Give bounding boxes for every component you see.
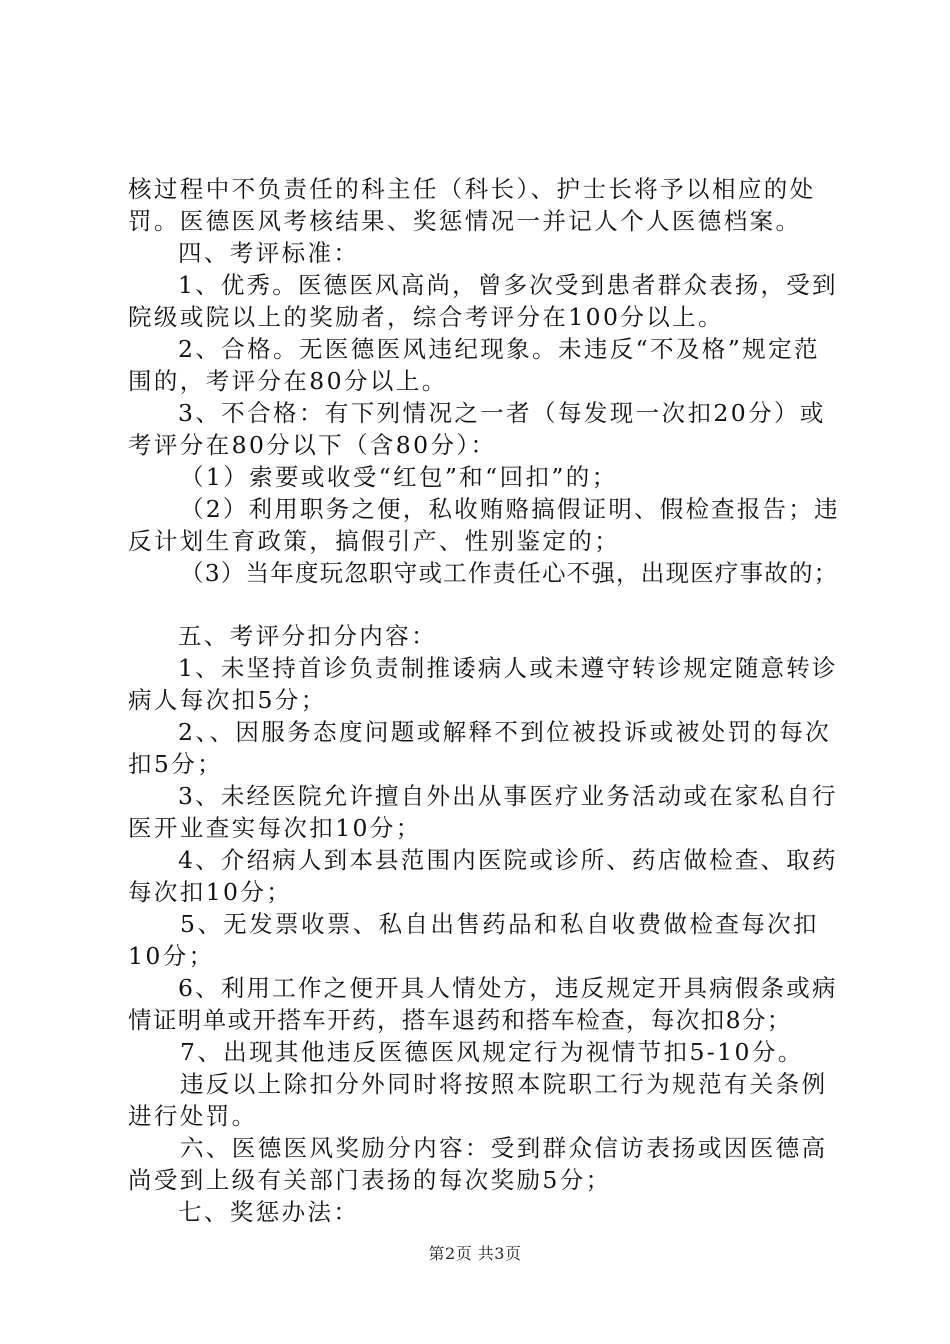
text-line: （1）索要或收受“红包”和“回扣”的；: [180, 463, 618, 491]
text-line: 6、利用工作之便开具人情处方，违反规定开具病假条或病: [178, 974, 838, 1002]
text-line: 3、未经医院允许擅自外出从事医疗业务活动或在家私自行: [178, 782, 838, 810]
section-heading: 七、奖惩办法：: [178, 1198, 360, 1226]
text-line: 情证明单或开搭车开药，搭车退药和搭车检查，每次扣8分；: [128, 1006, 792, 1034]
section-heading: 四、考评标准：: [178, 239, 360, 267]
text-line: 1、优秀。医德医风高尚，曾多次受到患者群众表扬，受到: [178, 271, 838, 299]
text-line: 核过程中不负责任的科主任（科长）、护士长将予以相应的处: [128, 175, 816, 203]
text-line: （2）利用职务之便，私收贿赂搞假证明、假检查报告；违: [180, 495, 840, 523]
text-line: 反计划生育政策，搞假引产、性别鉴定的；: [128, 527, 621, 555]
text-line: 2、、因服务态度问题或解释不到位被投诉或被处罚的每次: [178, 718, 832, 746]
text-line: 5、无发票收票、私自出售药品和私自收费做检查每次扣: [180, 910, 819, 938]
text-line: 考评分在80分以下（含80分）：: [128, 431, 497, 459]
section-heading: 五、考评分扣分内容：: [178, 622, 437, 650]
text-line: 院级或院以上的奖励者，综合考评分在100分以上。: [128, 303, 724, 331]
text-line: 医开业查实每次扣10分；: [128, 814, 422, 842]
text-line: 10分；: [128, 942, 215, 970]
text-line: 3、不合格：有下列情况之一者（每发现一次扣20分）或: [178, 399, 826, 427]
text-line: 1、未坚持首诊负责制推诿病人或未遵守转诊规定随意转诊: [178, 654, 838, 682]
text-line: 病人每次扣5分；: [128, 686, 327, 714]
section-heading: 六、医德医风奖励分内容：受到群众信访表扬或因医德高: [180, 1134, 828, 1162]
text-line: （3）当年度玩忽职守或工作责任心不强，出现医疗事故的；: [180, 559, 839, 587]
text-line: 罚。医德医风考核结果、奖惩情况一并记人个人医德档案。: [128, 207, 802, 235]
text-line: 尚受到上级有关部门表扬的每次奖励5分；: [128, 1166, 612, 1194]
text-line: 7、出现其他违反医德医风规定行为视情节扣5-10分。: [180, 1038, 804, 1066]
text-line: 每次扣10分；: [128, 878, 293, 906]
text-line: 2、合格。无医德医风违纪现象。未违反“不及格”规定范: [178, 335, 820, 363]
text-line: 违反以上除扣分外同时将按照本院职工行为规范有关条例: [180, 1070, 828, 1098]
text-line: 围的，考评分在80分以上。: [128, 367, 448, 395]
text-line: 扣5分；: [128, 750, 224, 778]
page-footer: 第2页 共3页: [428, 1244, 522, 1263]
text-line: 4、介绍病人到本县范围内医院或诊所、药店做检查、取药: [178, 846, 838, 874]
text-line: 进行处罚。: [128, 1102, 258, 1130]
